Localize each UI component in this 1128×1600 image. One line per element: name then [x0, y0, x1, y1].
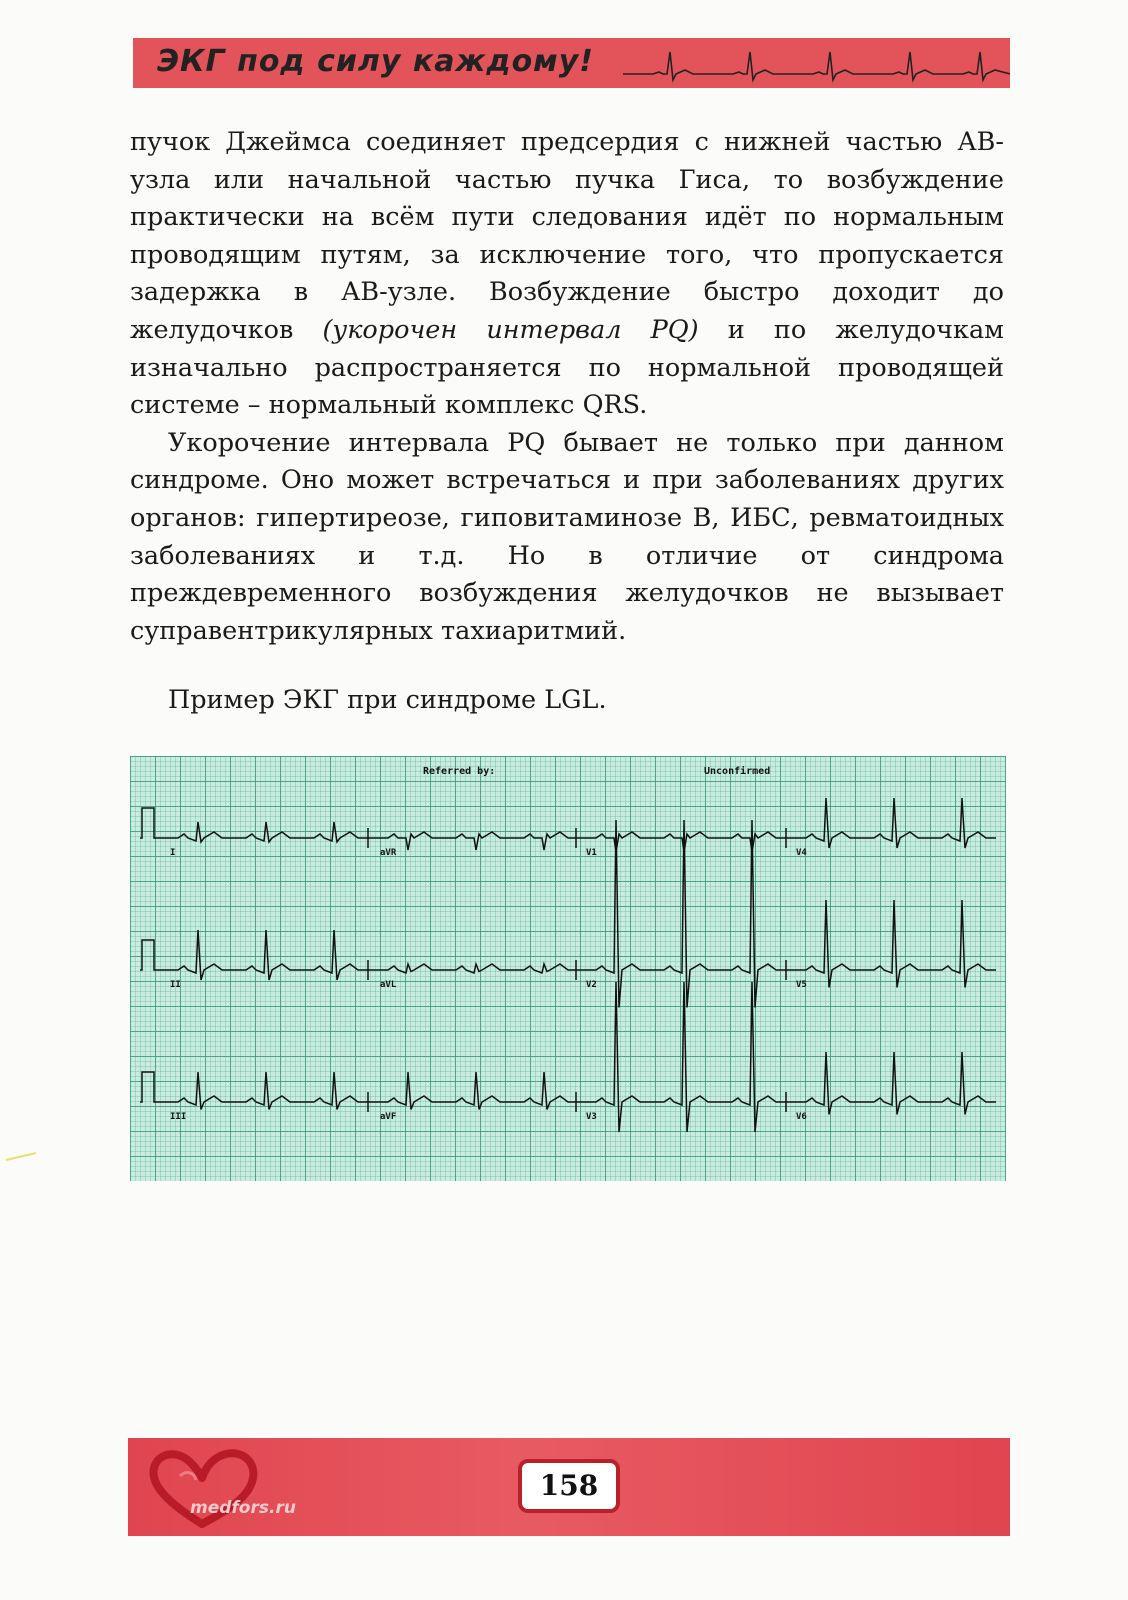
paragraph-2: Укорочение интервала PQ бывает не только при данном синдроме. Оно может встречаться и при заболеваниях других органов: гипертиреозе, гиповитаминозе В, ИБС, ревматоидных заболеваниях и т.д. Но в отличие от синдрома преждевременного возбуждения желудочков не вызывает суправентрикулярных тахиаритмий.	[130, 427, 1004, 646]
lead-label-11: V3	[586, 1112, 597, 1122]
lead-label-8: V5	[796, 980, 807, 990]
lead-label-7: V2	[586, 980, 597, 990]
ecg-strip-figure	[130, 756, 1006, 1181]
site-name: medfors.ru	[190, 1498, 296, 1518]
paragraph-1-end: и по желудочкам изначально распространяется по нормальной проводящей системе – нормальный комплекс QRS.	[130, 314, 1004, 421]
lead-label-3: V1	[586, 848, 597, 858]
lead-label-1: I	[170, 848, 176, 858]
ecg-referred-by: Referred by:	[423, 766, 496, 777]
ecg-traces	[130, 756, 1006, 1181]
lead-label-10: aVF	[380, 1112, 397, 1122]
body-text	[130, 124, 1004, 650]
page-number: 158	[518, 1459, 620, 1513]
ecg-trace-row-2	[140, 820, 996, 1008]
lead-label-4: V4	[796, 848, 807, 858]
paragraph-1-italic: (укорочен интервал PQ)	[322, 314, 699, 345]
paragraph-1	[130, 124, 1004, 425]
header-ecg-trace-icon	[623, 38, 1010, 88]
lead-label-9: III	[170, 1112, 187, 1122]
lead-label-6: aVL	[380, 980, 397, 990]
lead-label-12: V6	[796, 1112, 807, 1122]
ecg-unconfirmed: Unconfirmed	[704, 766, 771, 777]
ecg-trace-row-3	[140, 982, 996, 1132]
footer-banner	[128, 1438, 1010, 1536]
header-banner	[133, 38, 1010, 88]
lead-label-2: aVR	[380, 848, 397, 858]
lead-label-5: II	[170, 980, 181, 990]
paragraph-1-text: пучок Джеймса соединяет предсердия с нижней частью АВ-узла или начальной частью пучка Гиса, то возбуждение практически на всём пути следования идёт по нормальным проводящим путям, за исключение того, что пропускается задержка в АВ-узле. Возбуждение быстро доходит до желудочков	[130, 127, 1004, 345]
figure-caption: Пример ЭКГ при синдроме LGL.	[168, 685, 607, 715]
ecg-trace-row-1	[140, 798, 996, 852]
header-title: ЭКГ под силу каждому!	[157, 44, 594, 79]
stray-mark-icon	[4, 1150, 38, 1162]
heart-logo-icon	[140, 1446, 270, 1532]
